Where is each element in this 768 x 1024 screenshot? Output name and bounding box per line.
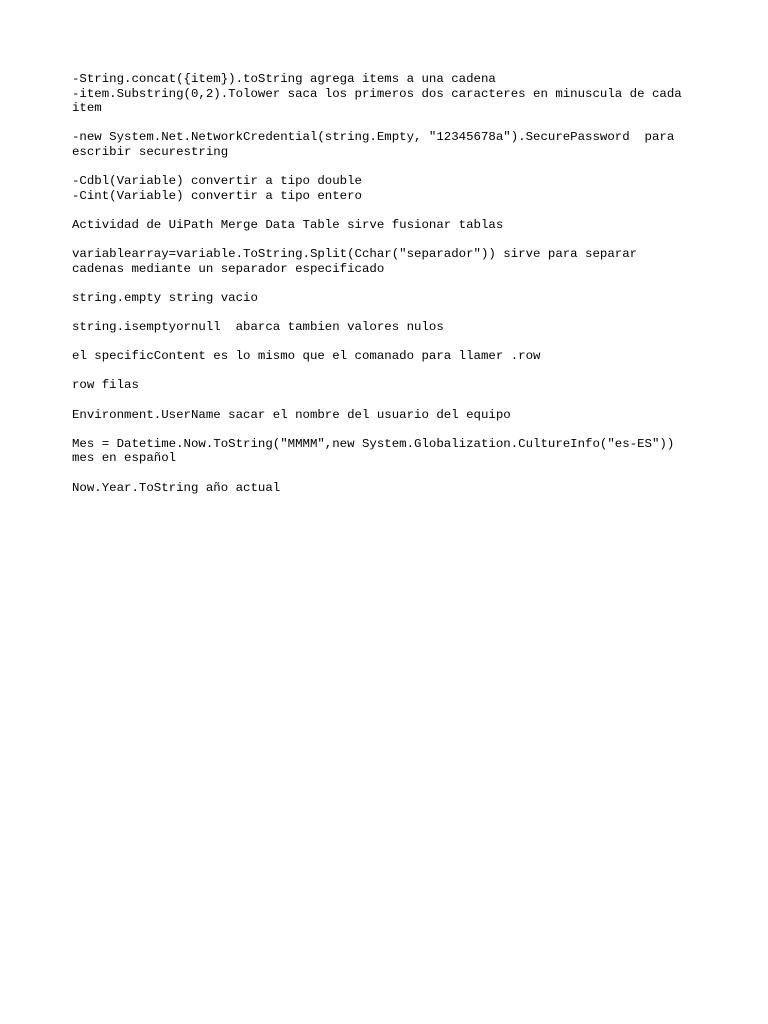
paragraph-year — [72, 481, 702, 496]
paragraph-specific-content — [72, 349, 702, 364]
text-line: variablearray=variable.ToString.Split(Cchar("separador")) sirve para separar — [72, 247, 638, 262]
text-line: -String.concat({item}).toString agrega items a una cadena — [72, 72, 496, 86]
paragraph-username — [72, 408, 702, 423]
paragraph-secure-password — [72, 130, 702, 159]
paragraph-isemptyornull — [72, 320, 702, 335]
text-line: Now.Year.ToString año actual — [72, 480, 281, 495]
paragraph-string-empty — [72, 291, 702, 306]
text-line: escribir securestring — [72, 144, 229, 159]
text-line: Environment.UserName sacar el nombre del usuario del equipo — [72, 407, 511, 422]
paragraph-merge-data-table — [72, 218, 702, 233]
text-line: Actividad de UiPath Merge Data Table sirve fusionar tablas — [72, 217, 504, 232]
text-line: Mes = Datetime.Now.ToString("MMMM",new System.Globalization.CultureInfo("es-ES")) — [72, 436, 675, 451]
paragraph-conversions — [72, 174, 702, 203]
paragraph-month — [72, 437, 702, 466]
text-line: mes en español — [72, 451, 177, 466]
document-page — [72, 72, 702, 510]
text-line: -Cint(Variable) convertir a tipo entero — [72, 188, 362, 203]
text-line: -Cdbl(Variable) convertir a tipo double — [72, 174, 362, 189]
paragraph-row — [72, 378, 702, 393]
text-line: cadenas mediante un separador especificado — [72, 261, 385, 276]
text-line: el specificContent es lo mismo que el comanado para llamer .row — [72, 349, 541, 364]
text-line: -new System.Net.NetworkCredential(string.Empty, "12345678a").SecurePassword para — [72, 130, 675, 145]
text-line: item — [72, 101, 102, 116]
text-line: row filas — [72, 378, 139, 393]
paragraph-string-concat — [72, 72, 702, 116]
text-line: string.empty string vacio — [72, 290, 258, 305]
text-line: -item.Substring(0,2).Tolower saca los primeros dos caracteres en minuscula de cada — [72, 86, 682, 101]
text-line: string.isemptyornull abarca tambien valores nulos — [72, 320, 444, 335]
paragraph-split — [72, 247, 702, 276]
